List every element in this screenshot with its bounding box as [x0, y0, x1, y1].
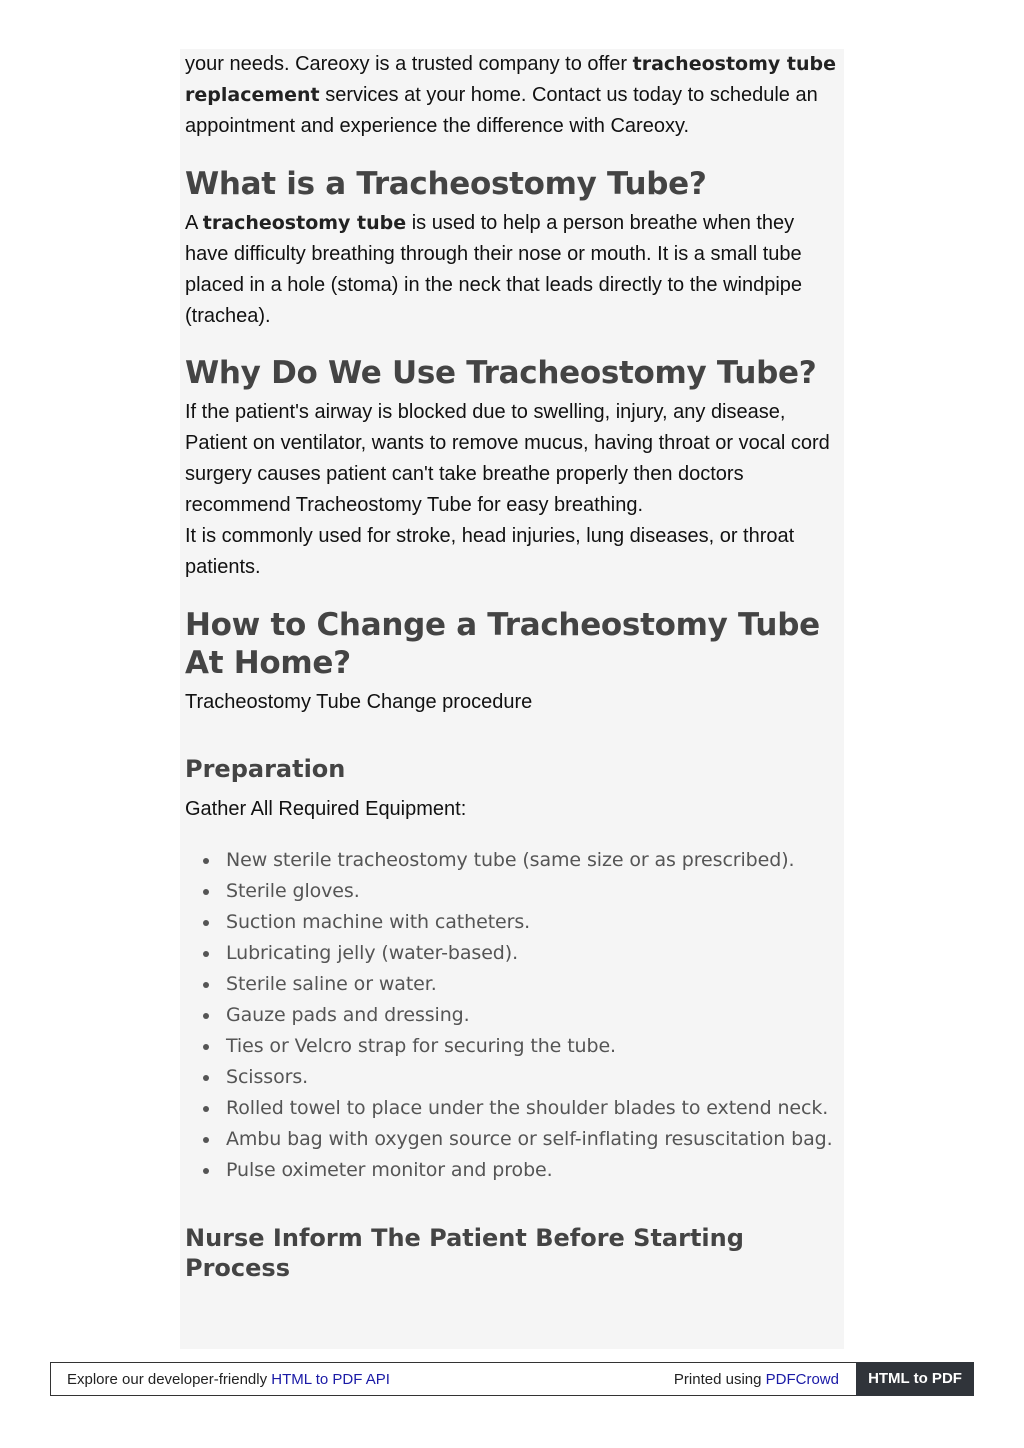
- bullet-icon: [203, 1137, 209, 1143]
- why-paragraph-1: If the patient's airway is blocked due to swelling, injury, any disease, Patient on ventilator, wants to remove mucus, having throat or vocal cord surgery causes patient can't take breathe properly then doctors recommend Tracheostomy Tube for easy breathing.: [185, 401, 830, 516]
- list-item: Sterile saline or water.: [185, 969, 839, 1000]
- pdf-footer-bar: [50, 1362, 974, 1396]
- list-item: Sterile gloves.: [185, 876, 839, 907]
- list-item: Ties or Velcro strap for securing the tube.: [185, 1031, 839, 1062]
- list-item: Scissors.: [185, 1062, 839, 1093]
- footer-explore: Explore our developer-friendly HTML to PDF API: [67, 1371, 390, 1388]
- bullet-icon: [203, 1013, 209, 1019]
- preparation-intro: Gather All Required Equipment:: [185, 798, 467, 820]
- bullet-icon: [203, 1168, 209, 1174]
- article-content: [180, 49, 844, 1349]
- bullet-icon: [203, 858, 209, 864]
- intro-bold-link: tracheostomy tube replacement: [185, 53, 836, 106]
- bullet-icon: [203, 889, 209, 895]
- pdfcrowd-link[interactable]: PDFCrowd: [765, 1371, 839, 1388]
- list-item: Lubricating jelly (water-based).: [185, 938, 839, 969]
- what-text-end: is used to help a person breathe when they have difficulty breathing through their nose or mouth. It is a small tube placed in a hole (stoma) in the neck that leads directly to the windpipe (trachea).: [185, 212, 803, 327]
- bullet-icon: [203, 951, 209, 957]
- how-subtitle: Tracheostomy Tube Change procedure: [185, 691, 533, 713]
- list-item: Gauze pads and dressing.: [185, 1000, 839, 1031]
- equipment-list: [185, 845, 839, 1186]
- html-to-pdf-api-link[interactable]: HTML to PDF API: [271, 1371, 390, 1388]
- footer-printed: Printed using PDFCrowd: [673, 1371, 839, 1388]
- bullet-icon: [203, 1106, 209, 1112]
- list-item: Suction machine with catheters.: [185, 907, 839, 938]
- how-heading: How to Change a Tracheostomy Tube At Home?: [185, 607, 820, 681]
- intro-paragraph: [185, 49, 839, 142]
- what-text-start: A: [185, 212, 203, 234]
- list-item: Ambu bag with oxygen source or self-inflating resuscitation bag.: [185, 1124, 839, 1155]
- bullet-icon: [203, 1075, 209, 1081]
- what-heading: What is a Tracheostomy Tube?: [185, 166, 707, 202]
- list-item: Rolled towel to place under the shoulder blades to extend neck.: [185, 1093, 839, 1124]
- what-paragraph: [185, 208, 839, 332]
- bullet-icon: [203, 920, 209, 926]
- preparation-heading: Preparation: [185, 755, 346, 783]
- why-paragraph-2: It is commonly used for stroke, head injuries, lung diseases, or throat patients.: [185, 525, 795, 578]
- intro-text-end: services at your home. Contact us today to schedule an appointment and experience the difference with Careoxy.: [185, 84, 818, 137]
- list-item: New sterile tracheostomy tube (same size or as prescribed).: [185, 845, 839, 876]
- what-bold-term: tracheostomy tube: [202, 212, 407, 234]
- list-item: Pulse oximeter monitor and probe.: [185, 1155, 839, 1186]
- why-heading: Why Do We Use Tracheostomy Tube?: [185, 355, 817, 391]
- bullet-icon: [203, 1044, 209, 1050]
- intro-text-start: your needs. Careoxy is a trusted company to offer: [185, 53, 633, 75]
- bullet-icon: [203, 982, 209, 988]
- html-to-pdf-button[interactable]: HTML to PDF: [856, 1362, 974, 1396]
- nurse-heading: Nurse Inform The Patient Before Starting Process: [185, 1224, 744, 1282]
